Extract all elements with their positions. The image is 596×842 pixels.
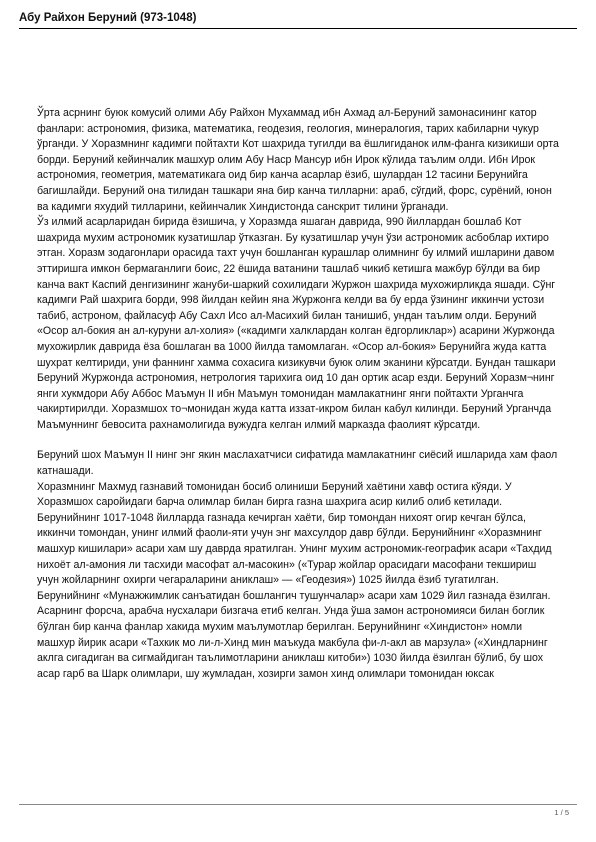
page-number: 1 / 5	[554, 808, 569, 817]
header-divider	[19, 28, 577, 29]
paragraph-intro: Ўрта асрнинг буюк комусий олими Абу Райхон Мухаммад ибн Ахмад ал-Беруний замонасининг катор фанлари: астрономия, физика, математика, геодезия, геология, минералогия, тарих кабиларни чукур ўрганди. У Хоразмнинг кадимги пойтахти Кот шахрида тугилди ва ёшлигиданок илм-фанга кизикиши орта борди. Беруний кейинчалик машхур олим Абу Наср Мансур ибн Ирок кўлида таълим олди. Ибн Ирок астрономия, геометрия, математикага оид бир канча асарлар ёзиб, шулардан 12 тасини Берунийга багишлайди. Беруний она тилидан ташкари яна бир канча тилларни: араб, сўгдий, форс, сурёний, юнон ва кадимги яхудий тилларини, кейинчалик Хиндистонда санскрит тилини ўрганади.	[37, 107, 559, 213]
paragraph-political-role: Беруний шох Маъмун II нинг энг якин маслахатчиси сифатида мамлакатнинг сиёсий ишларида хам фаол катнашади.	[37, 449, 558, 478]
paragraph-gap	[37, 433, 559, 448]
document-title: Абу Райхон Беруний (973-1048)	[19, 12, 197, 24]
page-header	[19, 10, 577, 29]
paragraph-observations: Ўз илмий асарларидан бирида ёзишича, у Хоразмда яшаган даврида, 990 йиллардан бошлаб Кот шахрида мухим астрономик кузатишлар ўтказган. Бу кузатишлар учун ўзи астрономик асбоблар ихтиро этган. Хоразм зодагонлари орасида тахт учун бошланган курашлар олимнинг бу илмий ишларини давом эттиришга имкон бермаганлиги боис, 22 ёшида ватанини ташлаб чикиб кетишга мажбур бўлди ва бир канча вакт Каспий денгизининг жануби-шаркий сохилидаги Журжон шахрида мухожирликда яшади. Сўнг кадимги Рай шахрига борди, 998 йилдан кейин яна Журжонга келди ва бу ерда ўзининг иккинчи устози табиб, астроном, файласуф Абу Сахл Исо ал-Масихий билан танишиб, ундан таълим олди. Беруний «Осор ал-бокия ан ал-куруни ал-холия» («кадимги халклардан колган ёдгорликлар») асарини Журжонда мухожирлик даврида ёза бошлаган ва 1000 йилда тамомлаган. «Осор ал-бокия» Берунийга жуда катта шухрат келтириди, уни фаннинг хамма сохасига кизикувчи буюк олим эканини кўрсатди. Бундан ташкари Беруний Журжонда астрономия, нетрология тарихига оид 10 дан ортик асар езди. Беруний Хоразм¬нинг янги хукмдори Абу Аббос Маъмун II ибн Маъмун томонидан мамлакатнинг янги пойтахти Урганчга чакиртирилди. Хоразмшох то¬монидан жуда катта иззат-икром билан кабул килинди. Беруний Урганчда Маъмуннинг бевосита рахнамолигида вужудга келган илмий марказда фаолият кўрсатди.	[37, 216, 556, 431]
document-body	[37, 106, 559, 682]
page-footer	[19, 804, 577, 817]
footer-divider	[19, 804, 577, 805]
paragraph-ghazni-period: Хоразмнинг Махмуд газнавий томонидан босиб олиниши Беруний хаётини хавф остига кўяди. У Хоразмшох саройидаги барча олимлар билан бирга газна шахрига асир килиб олиб кетилади. Берунийнинг 1017-1048 йилларда газнада кечирган хаёти, бир томондан нихоят огир кечган бўлса, иккинчи томондан, унинг илмий фаоли-яти учун энг махсулдор давр бўлди. Берунийнинг «Хоразмнинг машхур кишилари» асари хам шу даврда яратилган. Унинг мухим астрономик-географик асари «Тахдид нихоёт ал-амония ли тасхиди масофат ал-масокин» («Турар жойлар орасидаги масофани текшириш учун жойларнинг охирги чегараларини аниклаш» — «Геодезия») 1025 йилда ёзиб тугатилган. Берунийнинг «Мунажжимлик санъатидан бошлангич тушунчалар» асари хам 1029 йил газнада ёзилган. Асарнинг форсча, арабча нусхалари бизгача етиб келган. Унда ўша замон астрономияси билан боглик бўлган бир канча фанлар хакида мухим маълумотлар берилган. Берунийнинг «Хиндистон» номли машхур йирик асари «Тахкик мо ли-л-Хинд мин маъкуда макбула фи-л-акл ав марзула» («Хиндларнинг аклга сигадиган ва сигмайдиган таълимотларини аниклаш китоби») 1030 йилда ёзилган бўлиб, бу шох асар гарб ва Шарк олимлари, шу жумладан, хозирги замон хинд олимлари томонидан юксак	[37, 480, 552, 680]
